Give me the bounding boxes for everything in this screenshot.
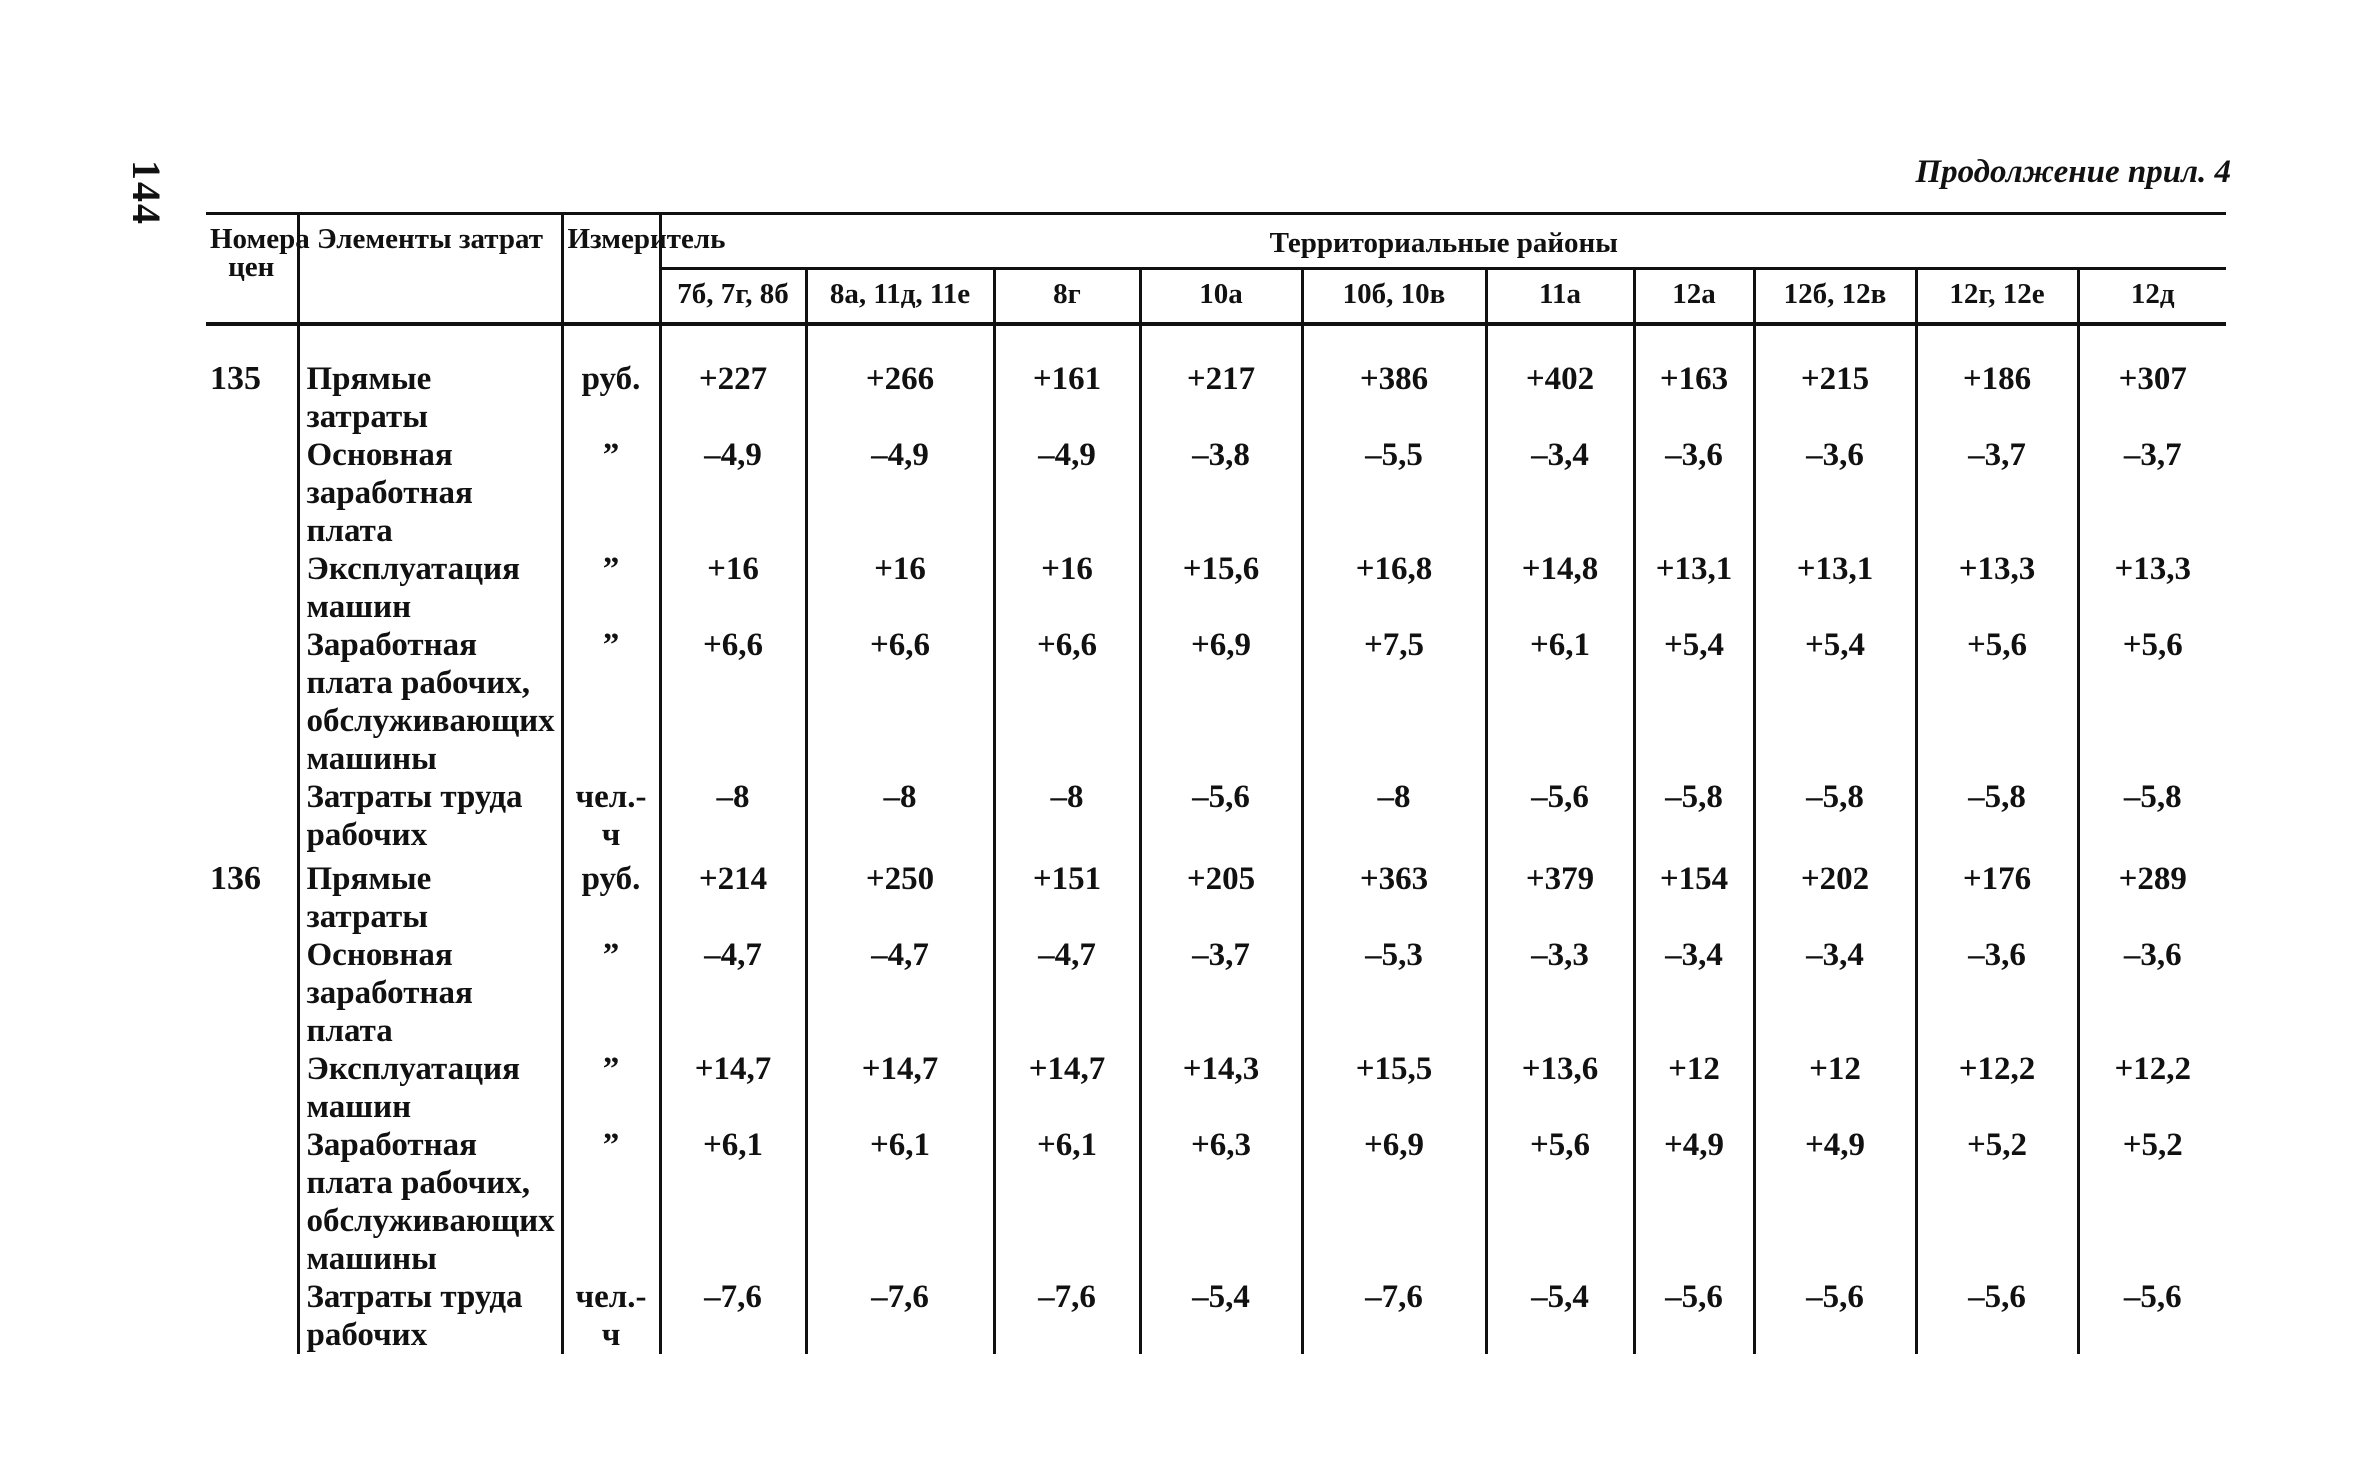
value-cell: +202 — [1754, 854, 1916, 936]
table-row — [206, 626, 2226, 778]
header-unit: Измеритель — [562, 214, 660, 325]
unit-cell: руб. — [562, 854, 660, 936]
value-cell: –8 — [660, 778, 806, 854]
header-region: 10а — [1140, 269, 1302, 325]
header-region: 12г, 12е — [1916, 269, 2078, 325]
value-cell: +15,5 — [1302, 1050, 1486, 1126]
value-cell: +16 — [806, 550, 994, 626]
value-cell: +14,8 — [1486, 550, 1634, 626]
value-cell: –8 — [1302, 778, 1486, 854]
spacer-cell — [1754, 324, 1916, 360]
value-cell: +5,6 — [1916, 626, 2078, 778]
value-cell: +14,7 — [660, 1050, 806, 1126]
value-cell: –5,6 — [1634, 1278, 1754, 1354]
value-cell: –5,3 — [1302, 936, 1486, 1050]
value-cell: +6,6 — [660, 626, 806, 778]
value-cell: +13,1 — [1634, 550, 1754, 626]
value-cell: +227 — [660, 360, 806, 436]
price-number — [206, 550, 298, 626]
value-cell: –3,4 — [1634, 936, 1754, 1050]
value-cell: +12,2 — [1916, 1050, 2078, 1126]
header-region: 12а — [1634, 269, 1754, 325]
value-cell: –5,4 — [1140, 1278, 1302, 1354]
value-cell: –5,8 — [1754, 778, 1916, 854]
header-region: 8г — [994, 269, 1140, 325]
continuation-caption: Продолжение прил. 4 — [1915, 154, 2231, 190]
value-cell: +7,5 — [1302, 626, 1486, 778]
value-cell: +217 — [1140, 360, 1302, 436]
value-cell: –4,9 — [994, 436, 1140, 550]
value-cell: –3,4 — [1486, 436, 1634, 550]
header-region: 12д — [2078, 269, 2226, 325]
value-cell: +15,6 — [1140, 550, 1302, 626]
value-cell: +14,7 — [994, 1050, 1140, 1126]
value-cell: +12 — [1754, 1050, 1916, 1126]
table-row — [206, 1126, 2226, 1278]
spacer-cell — [206, 324, 298, 360]
cost-element: Основная заработная плата — [298, 936, 562, 1050]
value-cell: –5,4 — [1486, 1278, 1634, 1354]
value-cell: +6,3 — [1140, 1126, 1302, 1278]
unit-cell: чел.-ч — [562, 778, 660, 854]
price-number — [206, 936, 298, 1050]
price-number: 136 — [210, 860, 261, 897]
spacer-cell — [2078, 324, 2226, 360]
value-cell: +12 — [1634, 1050, 1754, 1126]
price-number — [206, 778, 298, 854]
spacer-cell — [660, 324, 806, 360]
header-region: 7б, 7г, 8б — [660, 269, 806, 325]
value-cell: –5,8 — [1634, 778, 1754, 854]
header-region: 8а, 11д, 11е — [806, 269, 994, 325]
value-cell: +16,8 — [1302, 550, 1486, 626]
value-cell: +6,1 — [806, 1126, 994, 1278]
cost-element: Заработная плата рабочих, обслуживающих машины — [298, 1126, 562, 1278]
value-cell: –4,7 — [806, 936, 994, 1050]
value-cell: +13,1 — [1754, 550, 1916, 626]
value-cell: +215 — [1754, 360, 1916, 436]
value-cell: +205 — [1140, 854, 1302, 936]
value-cell: –4,7 — [994, 936, 1140, 1050]
value-cell: +6,9 — [1302, 1126, 1486, 1278]
cost-element: Заработная плата рабочих, обслуживающих машины — [298, 626, 562, 778]
value-cell: –5,5 — [1302, 436, 1486, 550]
header-region: 12б, 12в — [1754, 269, 1916, 325]
value-cell: –3,4 — [1754, 936, 1916, 1050]
value-cell: +186 — [1916, 360, 2078, 436]
cost-adjustment-table — [206, 212, 2226, 1354]
value-cell: –3,6 — [2078, 936, 2226, 1050]
table-row — [206, 360, 2226, 436]
value-cell: –8 — [994, 778, 1140, 854]
cost-element: Эксплуатация машин — [298, 1050, 562, 1126]
spacer-cell — [1302, 324, 1486, 360]
value-cell: +14,7 — [806, 1050, 994, 1126]
value-cell: –3,6 — [1916, 936, 2078, 1050]
price-number — [206, 1126, 298, 1278]
value-cell: +163 — [1634, 360, 1754, 436]
table-row — [206, 778, 2226, 854]
value-cell: –4,9 — [660, 436, 806, 550]
value-cell: +5,4 — [1634, 626, 1754, 778]
price-number — [206, 1278, 298, 1354]
unit-cell: ” — [562, 436, 660, 550]
unit-cell: ” — [562, 1050, 660, 1126]
unit-cell: руб. — [562, 360, 660, 436]
table-row — [206, 1278, 2226, 1354]
spacer-cell — [1916, 324, 2078, 360]
value-cell: +289 — [2078, 854, 2226, 936]
value-cell: –5,6 — [2078, 1278, 2226, 1354]
spacer-cell — [562, 324, 660, 360]
value-cell: –3,6 — [1754, 436, 1916, 550]
table-row — [206, 936, 2226, 1050]
cost-element: Прямые затраты — [298, 854, 562, 936]
header-regions-group: Территориальные районы — [660, 214, 2226, 269]
value-cell: +402 — [1486, 360, 1634, 436]
value-cell: –4,7 — [660, 936, 806, 1050]
value-cell: +4,9 — [1634, 1126, 1754, 1278]
value-cell: +5,4 — [1754, 626, 1916, 778]
value-cell: –3,7 — [1140, 936, 1302, 1050]
unit-cell: ” — [562, 626, 660, 778]
spacer-cell — [806, 324, 994, 360]
price-number — [206, 436, 298, 550]
value-cell: –8 — [806, 778, 994, 854]
value-cell: –3,7 — [1916, 436, 2078, 550]
value-cell: –5,6 — [1486, 778, 1634, 854]
value-cell: +5,6 — [2078, 626, 2226, 778]
table-row — [206, 854, 2226, 936]
value-cell: –5,6 — [1754, 1278, 1916, 1354]
table-row — [206, 436, 2226, 550]
price-number — [206, 626, 298, 778]
table-row — [206, 550, 2226, 626]
value-cell: +4,9 — [1754, 1126, 1916, 1278]
value-cell: +6,9 — [1140, 626, 1302, 778]
spacer-cell — [298, 324, 562, 360]
cost-element: Затраты труда рабочих — [298, 778, 562, 854]
value-cell: +13,3 — [1916, 550, 2078, 626]
value-cell: –4,9 — [806, 436, 994, 550]
value-cell: +176 — [1916, 854, 2078, 936]
spacer-cell — [1140, 324, 1302, 360]
value-cell: –3,6 — [1634, 436, 1754, 550]
value-cell: –7,6 — [660, 1278, 806, 1354]
cost-element: Затраты труда рабочих — [298, 1278, 562, 1354]
value-cell: –5,8 — [1916, 778, 2078, 854]
cost-element: Прямые затраты — [298, 360, 562, 436]
spacer-cell — [1486, 324, 1634, 360]
value-cell: –7,6 — [994, 1278, 1140, 1354]
spacer-cell — [994, 324, 1140, 360]
value-cell: +6,1 — [994, 1126, 1140, 1278]
value-cell: +6,1 — [1486, 626, 1634, 778]
value-cell: +12,2 — [2078, 1050, 2226, 1126]
value-cell: +6,1 — [660, 1126, 806, 1278]
price-number: 135 — [210, 360, 261, 397]
value-cell: +6,6 — [806, 626, 994, 778]
unit-cell: ” — [562, 550, 660, 626]
unit-cell: чел.-ч — [562, 1278, 660, 1354]
value-cell: –5,6 — [1140, 778, 1302, 854]
header-elements: Элементы затрат — [298, 214, 562, 325]
value-cell: +379 — [1486, 854, 1634, 936]
value-cell: +363 — [1302, 854, 1486, 936]
value-cell: +5,2 — [1916, 1126, 2078, 1278]
value-cell: +307 — [2078, 360, 2226, 436]
header-region: 11а — [1486, 269, 1634, 325]
price-number — [206, 1050, 298, 1126]
header-number: Номера цен — [206, 214, 298, 325]
value-cell: +5,2 — [2078, 1126, 2226, 1278]
cost-element: Основная заработная плата — [298, 436, 562, 550]
value-cell: –3,3 — [1486, 936, 1634, 1050]
unit-cell: ” — [562, 936, 660, 1050]
value-cell: +161 — [994, 360, 1140, 436]
value-cell: –3,7 — [2078, 436, 2226, 550]
value-cell: –7,6 — [806, 1278, 994, 1354]
value-cell: –5,8 — [2078, 778, 2226, 854]
value-cell: +13,6 — [1486, 1050, 1634, 1126]
value-cell: –3,8 — [1140, 436, 1302, 550]
header-region: 10б, 10в — [1302, 269, 1486, 325]
value-cell: +14,3 — [1140, 1050, 1302, 1126]
value-cell: +6,6 — [994, 626, 1140, 778]
value-cell: +5,6 — [1486, 1126, 1634, 1278]
value-cell: +266 — [806, 360, 994, 436]
value-cell: +16 — [660, 550, 806, 626]
value-cell: +13,3 — [2078, 550, 2226, 626]
value-cell: +214 — [660, 854, 806, 936]
spacer-cell — [1634, 324, 1754, 360]
unit-cell: ” — [562, 1126, 660, 1278]
value-cell: +250 — [806, 854, 994, 936]
table-row — [206, 1050, 2226, 1126]
value-cell: +151 — [994, 854, 1140, 936]
value-cell: –7,6 — [1302, 1278, 1486, 1354]
value-cell: +386 — [1302, 360, 1486, 436]
cost-element: Эксплуатация машин — [298, 550, 562, 626]
value-cell: –5,6 — [1916, 1278, 2078, 1354]
page-number: 144 — [124, 160, 169, 226]
value-cell: +154 — [1634, 854, 1754, 936]
value-cell: +16 — [994, 550, 1140, 626]
